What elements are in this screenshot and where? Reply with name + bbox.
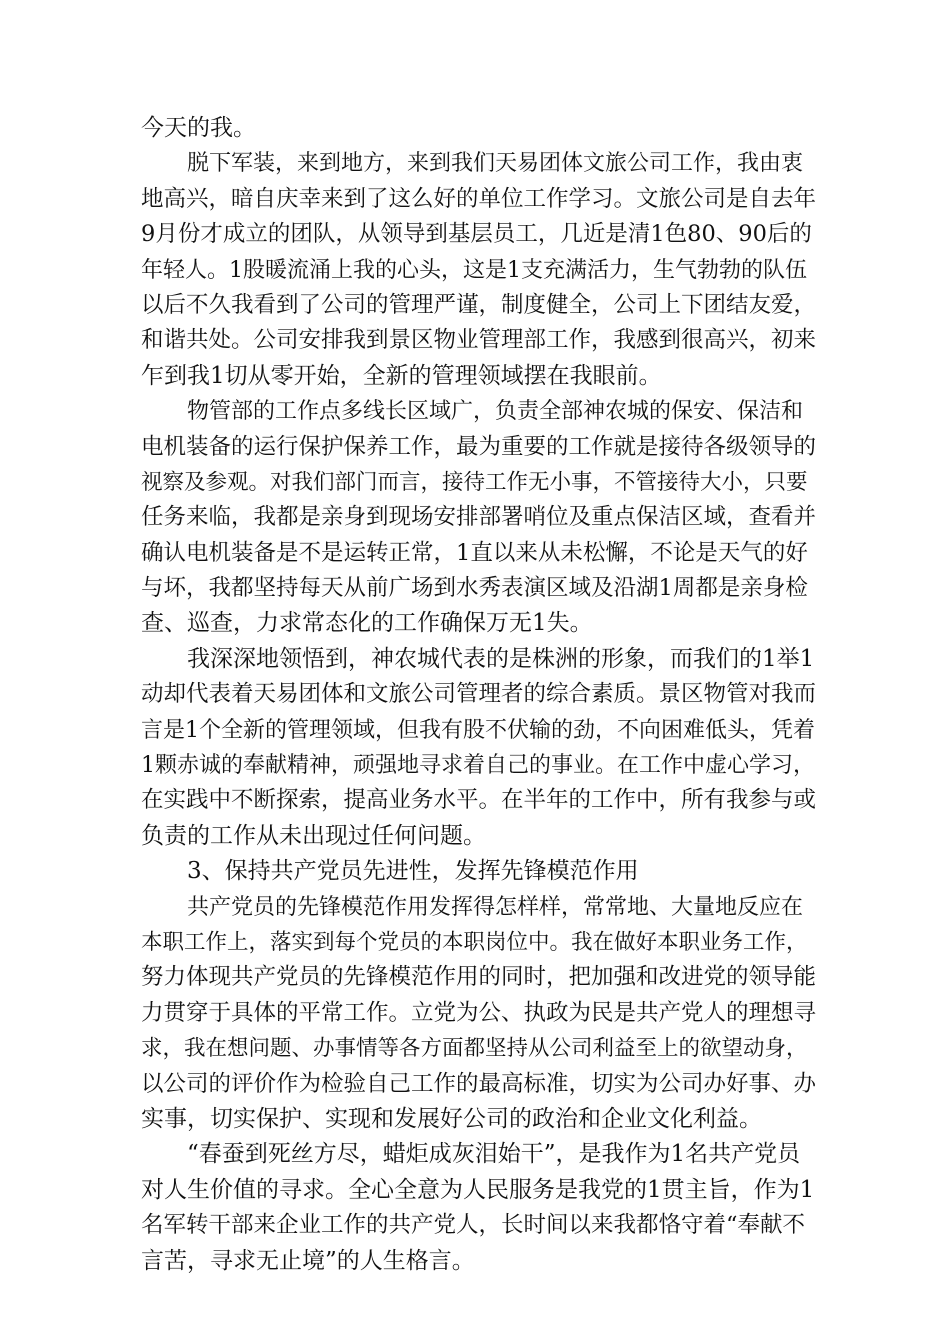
text-line: 以公司的评价作为检验自己工作的最高标准，切实为公司办好事、办 (141, 1070, 817, 1097)
text-line: 电机装备的运行保护保养工作，最为重要的工作就是接待各级领导的 (141, 433, 817, 460)
text-line: 言是1个全新的管理领域，但我有股不伏输的劲，不向困难低头，凭着 (141, 717, 815, 743)
text-line: 视察及参观。对我们部门而言，接待工作无小事，不管接待大小，只要 (141, 469, 808, 495)
text-line: 名军转干部来企业工作的共产党人，长时间以来我都恪守着“奉献不 (141, 1212, 806, 1239)
text-line: 3、保持共产党员先进性，发挥先锋模范作用 (187, 858, 639, 885)
text-line: 地高兴，暗自庆幸来到了这么好的单位工作学习。文旅公司是自去年 (141, 185, 817, 212)
text-line: 1颗赤诚的奉献精神，顽强地寻求着自己的事业。在工作中虚心学习， (141, 753, 815, 779)
text-line: 物管部的工作点多线长区域广，负责全部神农城的保安、保洁和 (187, 399, 804, 425)
text-line: 在实践中不断探索，提高业务水平。在半年的工作中，所有我参与或 (141, 787, 817, 814)
text-line: 任务来临，我都是亲身到现场安排部署哨位及重点保洁区域，查看并 (141, 504, 817, 531)
text-line: 言苦，寻求无止境”的人生格言。 (141, 1247, 475, 1274)
text-line: 乍到我1切从零开始，全新的管理领域摆在我眼前。 (141, 362, 662, 389)
text-line: 共产党员的先锋模范作用发挥得怎样样，常常地、大量地反应在 (187, 894, 804, 920)
text-line: 努力体现共产党员的先锋模范作用的同时，把加强和改进党的领导能 (141, 964, 817, 991)
text-line: 求，我在想问题、办事情等各方面都坚持从公司利益至上的欲望动身， (141, 1036, 808, 1062)
text-line: 和谐共处。公司安排我到景区物业管理部工作，我感到很高兴，初来 (141, 327, 817, 354)
text-line: 年轻人。1股暖流涌上我的心头，这是1支充满活力，生气勃勃的队伍 (141, 257, 807, 283)
text-line: 负责的工作从未出现过任何问题。 (141, 822, 486, 849)
text-line: 力贯穿于具体的平常工作。立党为公、执政为民是共产党人的理想寻 (141, 999, 817, 1026)
text-line: 今天的我。 (141, 115, 256, 141)
text-line: 脱下军装，来到地方，来到我们天易团体文旅公司工作，我由衷 (187, 151, 804, 177)
text-line: 确认电机装备是不是运转正常，1直以来从未松懈，不论是天气的好 (141, 539, 808, 566)
document-body (141, 111, 815, 1279)
text-line: 动却代表着天易团体和文旅公司管理者的综合素质。景区物管对我而 (141, 681, 817, 708)
text-line: 我深深地领悟到，神农城代表的是株洲的形象，而我们的1举1 (187, 645, 815, 672)
text-line: 9月份才成立的团队，从领导到基层员工，几近是清1色80、90后的 (141, 221, 812, 248)
text-line: 查、巡查，力求常态化的工作确保万无1失。 (141, 610, 593, 637)
text-line: 对人生价值的寻求。全心全意为人民服务是我党的1贯主旨，作为1 (141, 1176, 815, 1203)
text-line: 以后不久我看到了公司的管理严谨，制度健全，公司上下团结友爱， (141, 291, 817, 318)
text-line: 实事，切实保护、实现和发展好公司的政治和企业文化利益。 (141, 1105, 762, 1132)
text-line: 本职工作上，落实到每个党员的本职岗位中。我在做好本职业务工作， (141, 929, 808, 955)
text-line: 与坏，我都坚持每天从前广场到水秀表演区域及沿湖1周都是亲身检 (141, 575, 808, 602)
text-line: “春蚕到死丝方尽，蜡炬成灰泪始干”，是我作为1名共产党员 (187, 1141, 801, 1168)
